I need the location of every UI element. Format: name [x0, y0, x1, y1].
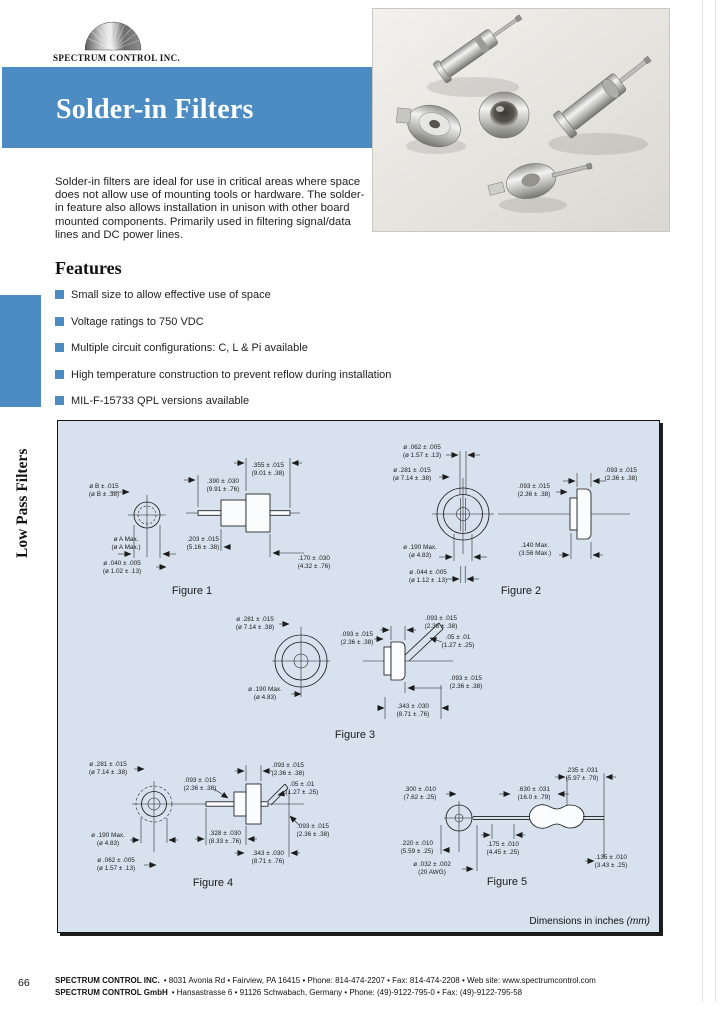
- dim-label: ø .190 Max.: [248, 686, 282, 693]
- bullet-square-icon: [55, 396, 64, 405]
- dim-label: ø .281 ± .015: [236, 616, 274, 623]
- solder-in-filters-photo: [373, 9, 669, 231]
- dim-label: (ø 4.83): [408, 552, 432, 559]
- dim-label: (4.45 ± .25): [486, 849, 520, 856]
- dim-label: .05 ± .01: [289, 781, 315, 788]
- dim-label: (1.27 ± .25): [285, 789, 319, 796]
- dim-label: (2.36 ± .38): [517, 491, 551, 498]
- dim-label: .093 ± .015: [425, 615, 457, 622]
- dim-label: (8.71 ± .76): [396, 711, 430, 718]
- dim-label: .390 ± .030: [207, 478, 239, 485]
- product-photo: [372, 8, 670, 232]
- dim-label: ø .062 ± .005: [97, 857, 135, 864]
- figure-caption: Figure 4: [192, 877, 234, 889]
- dim-label: ø .062 ± .005: [403, 444, 441, 451]
- dim-label: .355 ± .015: [252, 462, 284, 469]
- figure-5: [401, 767, 628, 888]
- dim-label: (3.43 ± .25): [594, 862, 628, 869]
- bullet-square-icon: [55, 317, 64, 326]
- dim-label: .170 ± .030: [298, 555, 330, 562]
- dim-label: (ø 7.14 ± .38): [235, 624, 275, 631]
- dim-label: (5.97 ± .79): [565, 775, 599, 782]
- dim-label: .093 ± .015: [297, 823, 329, 830]
- dim-label: (2.36 ± .38): [271, 770, 305, 777]
- dimensions-note-text: Dimensions in inches: [529, 916, 627, 927]
- title-band: [2, 67, 372, 148]
- dim-label: ø .040 ± .005: [103, 560, 141, 567]
- dim-label: (ø 1.57 ± .13): [402, 452, 442, 459]
- intro-paragraph: Solder-in filters are ideal for use in critical areas where space does not allow use of mounting tools or hardware. The solder-in feature also allows installation in unison with other board mounted components. Primarily used in filtering signal/data lines and DC power lines.: [55, 176, 365, 241]
- figure-caption: Figure 3: [334, 729, 376, 741]
- dim-label: (7.62 ± .25): [403, 794, 437, 801]
- features-list: [55, 289, 475, 422]
- feature-text: MIL-F-15733 QPL versions available: [71, 395, 250, 407]
- dim-label: ø .190 Max.: [91, 832, 125, 839]
- company-logo: [84, 16, 142, 54]
- dim-label: .093 ± .015: [272, 762, 304, 769]
- dim-label: (ø B ± .38): [88, 491, 120, 498]
- dim-label: .630 ± .031: [518, 786, 550, 793]
- dim-label: ø .281 ± .015: [89, 761, 127, 768]
- brand-name: SPECTRUM CONTROL INC.: [53, 53, 181, 63]
- dim-label: .093 ± .015: [605, 467, 637, 474]
- dim-label: (8.33 ± .76): [208, 838, 242, 845]
- dim-label: (ø 7.14 ± .38): [392, 475, 432, 482]
- dim-label: (9.91 ± .76): [206, 486, 240, 493]
- dimensions-note: [529, 916, 650, 927]
- dim-label: (ø 4.83): [96, 840, 120, 847]
- scan-artifact-line: [702, 0, 703, 1002]
- dim-label: .343 ± .030: [252, 850, 284, 857]
- dim-label: .235 ± .031: [566, 767, 598, 774]
- dim-label: .093 ± .015: [518, 483, 550, 490]
- dim-label: (2.36 ± .38): [296, 831, 330, 838]
- dim-label: (2.36 ± .38): [449, 683, 483, 690]
- dim-label: (1.27 ± .25): [441, 642, 475, 649]
- dim-label: ø B ± .015: [89, 483, 119, 490]
- page-number: 66: [18, 977, 30, 989]
- left-accent-bar: [0, 295, 41, 407]
- dim-label: .093 ± .015: [341, 631, 373, 638]
- figure-caption: Figure 2: [500, 585, 542, 597]
- dim-label: .343 ± .030: [397, 703, 429, 710]
- dimension-drawings-panel: [57, 420, 660, 933]
- dim-label: (ø 7.14 ± .38): [88, 769, 128, 776]
- dim-label: .328 ± .030: [209, 830, 241, 837]
- footer-company-inc: SPECTRUM CONTROL INC.: [55, 976, 160, 985]
- dim-label: .175 ± .010: [487, 841, 519, 848]
- dimensions-note-units: (mm): [626, 916, 650, 927]
- dim-label: .300 ± .010: [404, 786, 436, 793]
- dim-label: .093 ± .015: [450, 675, 482, 682]
- logo-fan-icon: [84, 16, 142, 54]
- page-title: Solder-in Filters: [56, 94, 254, 125]
- figure-caption: Figure 1: [171, 585, 213, 597]
- dim-label: (ø 1.12 ± .13): [408, 577, 448, 584]
- dim-label: .220 ± .010: [401, 840, 433, 847]
- dim-label: (2.36 ± .38): [340, 639, 374, 646]
- feature-item: [55, 395, 475, 407]
- dim-label: (20 AWG): [418, 869, 446, 876]
- dim-label: ø .032 ± .002: [413, 861, 451, 868]
- dim-label: (5.59 ± .25): [400, 848, 434, 855]
- dim-label: (8.71 ± .76): [251, 858, 285, 865]
- feature-text: Voltage ratings to 750 VDC: [71, 315, 204, 328]
- dim-label: (2.36 ± .38): [183, 785, 217, 792]
- dim-label: (2.36 ± .38): [424, 623, 458, 630]
- feature-text: High temperature construction to prevent reflow during installation: [71, 368, 392, 381]
- figure-caption: Figure 5: [486, 876, 528, 888]
- figure-2: [393, 444, 638, 597]
- dim-label: ø .044 ± .005: [409, 569, 447, 576]
- dim-label: (ø 1.57 ± .13): [96, 865, 136, 872]
- capacitor-face-component: [479, 92, 529, 138]
- footer-line-usa: [55, 976, 667, 985]
- feature-item: [55, 289, 475, 301]
- features-heading: Features: [55, 258, 122, 278]
- figures-drawing: [58, 421, 659, 932]
- figure-1: [89, 458, 330, 597]
- section-vertical-label: Low Pass Filters: [14, 448, 31, 558]
- dim-label: .093 ± .015: [184, 777, 216, 784]
- feature-item: [55, 369, 475, 381]
- dim-label: .140 Max.: [520, 542, 550, 549]
- dim-label: (9.01 ± .38): [251, 470, 285, 477]
- footer-company-gmbh: SPECTRUM CONTROL GmbH: [55, 988, 168, 997]
- dim-label: (ø 1.02 ± .13): [102, 568, 142, 575]
- feature-item: [55, 316, 475, 328]
- scan-artifact-line: [715, 0, 716, 1002]
- bullet-square-icon: [55, 290, 64, 299]
- dim-label: ø .190 Max.: [403, 544, 437, 551]
- dim-label: (3.56 Max.): [518, 550, 552, 557]
- footer-details-gmbh: • Hansastrasse 6 • 91126 Schwabach, Germany • Phone: (49)-9122-795-0 • Fax: (49)-9122-795-58: [171, 988, 523, 997]
- figure-3: [236, 615, 483, 741]
- dim-label: (2.36 ± .38): [604, 475, 638, 482]
- dim-label: .135 ± .010: [595, 854, 627, 861]
- dim-label: (ø 4.83): [253, 694, 277, 701]
- bullet-square-icon: [55, 343, 64, 352]
- feature-text: Multiple circuit configurations: C, L & Pi available: [71, 342, 308, 354]
- dim-label: .05 ± .01: [445, 634, 471, 641]
- footer-details-inc: • 8031 Avonia Rd • Fairview, PA 16415 • Phone: 814-474-2207 • Fax: 814-474-2208 • Web site: www.spectrumcontrol.com: [163, 976, 596, 985]
- dim-label: .203 ± .015: [187, 536, 219, 543]
- dim-label: (16.0 ± .79): [517, 794, 551, 801]
- footer-line-gmbh: [55, 988, 667, 997]
- dim-label: (5.16 ± .38): [186, 544, 220, 551]
- dim-label: (ø A Max.): [111, 544, 141, 551]
- figure-4: [89, 761, 330, 889]
- dim-label: (4.32 ± .76): [297, 563, 331, 570]
- dim-label: ø .281 ± .015: [393, 467, 431, 474]
- bullet-square-icon: [55, 370, 64, 379]
- dim-label: ø A Max.: [113, 536, 139, 543]
- feature-text: Small size to allow effective use of space: [71, 289, 271, 301]
- feature-item: [55, 342, 475, 354]
